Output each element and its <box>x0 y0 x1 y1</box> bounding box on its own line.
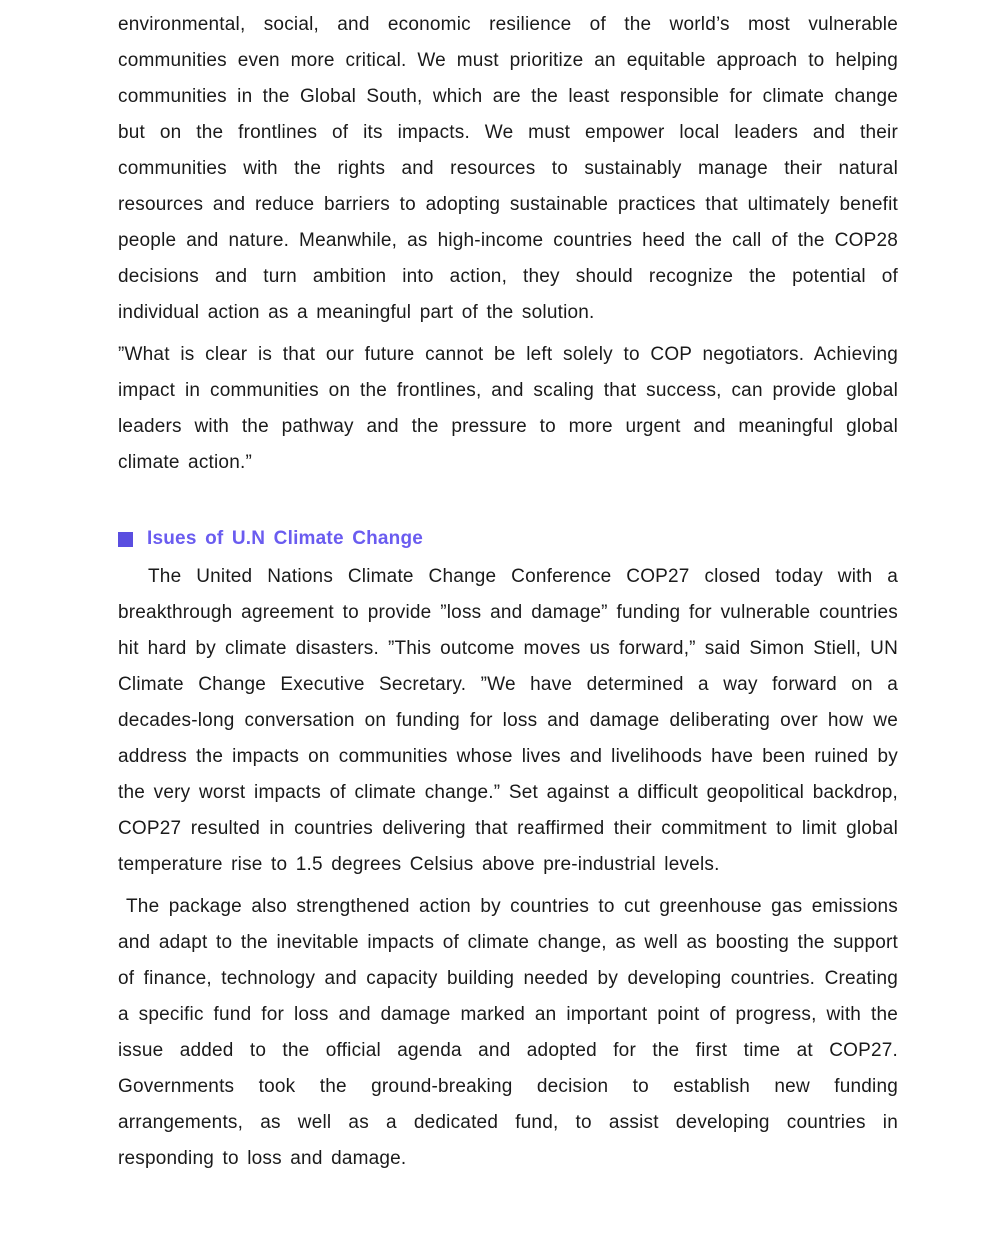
quote-paragraph: ”What is clear is that our future cannot be left solely to COP negotiators. Achieving impact in communities on the frontlines, and scaling that success, can provide global leaders with the pathway and the pressure to more urgent and meaningful global climate action.” <box>118 344 898 473</box>
section-paragraph-2: The package also strengthened action by countries to cut greenhouse gas emissions and adapt to the inevitable impacts of climate change, as well as boosting the support of finance, technology and capacity building needed by developing countries. Creating a specific fund for loss and damage marked an important point of progress, with the issue added to the official agenda and adopted for the first time at COP27. Governments took the ground-breaking decision to establish new funding arrangements, as well as a dedicated fund, to assist developing countries in responding to loss and damage. <box>118 896 898 1169</box>
section-heading <box>118 521 898 557</box>
document-page <box>118 7 898 1183</box>
body-paragraph-1: environmental, social, and economic resilience of the world’s most vulnerable communities even more critical. We must prioritize an equitable approach to helping communities in the Global South, which are the least responsible for climate change but on the frontlines of its impacts. We must empower local leaders and their communities with the rights and resources to sustainably manage their natural resources and reduce barriers to adopting sustainable practices that ultimately benefit people and nature. Meanwhile, as high-income countries heed the call of the COP28 decisions and turn ambition into action, they should recognize the potential of individual action as a meaningful part of the solution. <box>118 14 898 323</box>
section-paragraph-1: The United Nations Climate Change Conference COP27 closed today with a breakthrough agreement to provide ”loss and damage” funding for vulnerable countries hit hard by climate disasters. ”This outcome moves us forward,” said Simon Stiell, UN Climate Change Executive Secretary. ”We have determined a way forward on a decades-long conversation on funding for loss and damage deliberating over how we address the impacts on communities whose lives and livelihoods have been ruined by the very worst impacts of climate change.” Set against a difficult geopolitical backdrop, COP27 resulted in countries delivering that reaffirmed their commitment to limit global temperature rise to 1.5 degrees Celsius above pre-industrial levels. <box>118 566 898 875</box>
square-bullet-icon <box>118 532 133 547</box>
section-heading-text: Isues of U.N Climate Change <box>147 528 424 549</box>
